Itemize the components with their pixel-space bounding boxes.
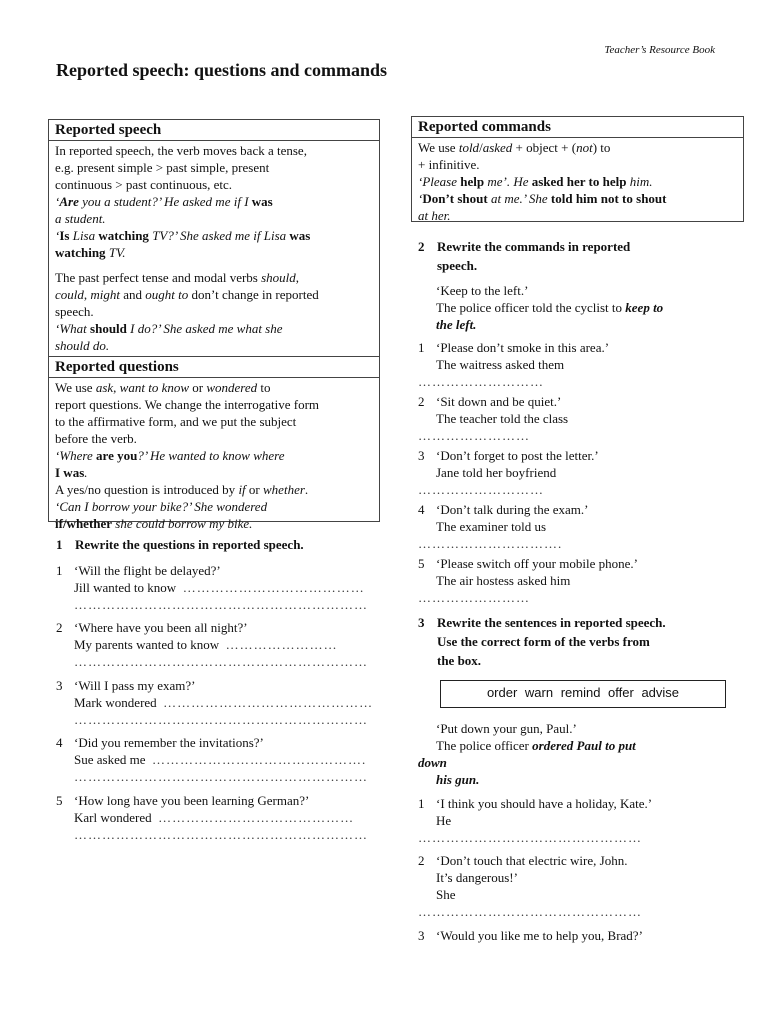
- text-run: Don’t shout: [422, 191, 488, 206]
- text-run: to: [257, 380, 271, 395]
- text-run: or: [245, 482, 264, 497]
- answer-dots: …………………………………: [182, 580, 365, 595]
- text-run: I was: [55, 465, 85, 480]
- item-lead: He: [436, 813, 452, 828]
- item-lead: The air hostess asked him: [436, 573, 571, 588]
- answer-dots[interactable]: …………………………………………: [418, 830, 642, 845]
- text-run: Are: [59, 194, 79, 209]
- exercise-number: 3: [418, 615, 425, 630]
- text-run: Is: [59, 228, 70, 243]
- text-run: We use: [55, 380, 96, 395]
- text-run: me’. He: [484, 174, 532, 189]
- answer-dots: ……………………………………: [158, 810, 355, 825]
- text-run: TV?’ She asked me if Lisa: [148, 228, 290, 243]
- example-line: [55, 337, 373, 354]
- item-quote: ‘Please switch off your mobile phone.’: [436, 556, 638, 571]
- exercise-2-heading: [418, 237, 738, 275]
- rule-line: [418, 139, 737, 156]
- text-run: wondered: [206, 380, 258, 395]
- text-run: at her.: [418, 208, 451, 223]
- text-run: told: [458, 140, 480, 155]
- text-run: ‘Can I borrow your bike?’ She wondered: [55, 499, 268, 514]
- example-line: [55, 244, 373, 261]
- exercise-2-item: [418, 447, 738, 498]
- exercise-1-item: [56, 562, 376, 613]
- exercise-1-item: [56, 619, 376, 670]
- item-number: 4: [418, 502, 425, 517]
- exercise-3-heading: [418, 613, 748, 670]
- reported-questions-heading: Reported questions: [49, 356, 379, 378]
- exercise-3-item: [418, 795, 738, 846]
- item-number: 1: [418, 340, 425, 355]
- exercise-instruction: Use the correct form of the verbs from: [437, 634, 650, 649]
- example-line: [55, 227, 373, 244]
- text-run: want to know: [119, 380, 190, 395]
- text-run: the left.: [436, 317, 477, 332]
- grammar-box-left: [48, 119, 380, 531]
- answer-dots[interactable]: ………………………………………………………: [74, 769, 368, 784]
- exercise-instruction: the box.: [437, 653, 482, 668]
- rule-line: [55, 481, 373, 498]
- text-run: I do?’ She asked me what she: [126, 321, 283, 336]
- answer-dots[interactable]: ……………………: [418, 590, 530, 605]
- item-number: 3: [418, 448, 425, 463]
- exercise-number: 2: [418, 239, 425, 254]
- example-line: [55, 210, 373, 227]
- item-lead: Mark wondered: [74, 695, 157, 710]
- answer-dots[interactable]: ………………………………………………………: [74, 827, 368, 842]
- answer-dots: ……………………………………….: [151, 752, 367, 767]
- item-lead: Karl wondered: [74, 810, 152, 825]
- text-run: Lisa: [69, 228, 99, 243]
- text-run: whether: [263, 482, 305, 497]
- answer-dots[interactable]: ……………………: [418, 428, 530, 443]
- answer-dots[interactable]: ………………………………………………………: [74, 654, 368, 669]
- verb-box: order warn remind offer advise: [440, 680, 726, 708]
- text-run: The police officer: [436, 738, 533, 753]
- text-run: told him not to shout: [550, 191, 667, 206]
- exercise-instruction: Rewrite the questions in reported speech.: [75, 537, 304, 552]
- rule-line: e.g. present simple > past simple, present: [55, 160, 270, 175]
- text-run: ,: [113, 380, 120, 395]
- item-lead: The examiner told us: [436, 519, 547, 534]
- exercise-2-item: [418, 501, 738, 552]
- item-lead: She: [436, 887, 456, 902]
- text-run: his gun.: [436, 772, 480, 787]
- item-quote: ‘Don’t forget to post the letter.’: [436, 448, 599, 463]
- item-quote: ‘Where have you been all night?’: [74, 620, 248, 635]
- rule-line: + infinitive.: [418, 157, 480, 172]
- text-run: not: [576, 140, 593, 155]
- item-number: 2: [418, 394, 425, 409]
- text-run: help: [460, 174, 485, 189]
- text-run: ask: [95, 380, 114, 395]
- answer-dots[interactable]: ………………………: [418, 482, 544, 497]
- text-run: at me.’ She: [487, 191, 551, 206]
- text-run: /: [479, 140, 483, 155]
- example-answer: [436, 737, 743, 754]
- item-quote: ‘Would you like me to help you, Brad?’: [436, 928, 643, 943]
- text-run: watching: [98, 228, 149, 243]
- item-lead: My parents wanted to know: [74, 637, 220, 652]
- rule-line: [55, 286, 373, 303]
- example-answer: [418, 754, 743, 771]
- text-run: + object + (: [512, 140, 577, 155]
- exercise-instruction: speech.: [437, 258, 478, 273]
- text-run: if: [238, 482, 246, 497]
- example-line: [55, 320, 373, 337]
- item-lead: Jane told her boyfriend: [436, 465, 557, 480]
- example-quote: ‘Put down your gun, Paul.’: [436, 721, 577, 736]
- answer-dots[interactable]: …………………………………………: [418, 904, 642, 919]
- text-run: ordered Paul to put: [532, 738, 636, 753]
- item-quote: ‘I think you should have a holiday, Kate.’: [436, 796, 653, 811]
- text-run: should: [90, 321, 127, 336]
- item-number: 4: [56, 735, 63, 750]
- text-run: ‘: [55, 228, 60, 243]
- text-run: him.: [626, 174, 653, 189]
- text-run: and: [120, 287, 146, 302]
- answer-dots: ………………………………………: [163, 695, 374, 710]
- example-line: [55, 464, 373, 481]
- exercise-1-item: [56, 792, 376, 843]
- text-run: ‘What: [55, 321, 91, 336]
- example-line: [55, 498, 373, 515]
- text-run: ,: [295, 270, 300, 285]
- item-quote: ‘Will I pass my exam?’: [74, 678, 196, 693]
- example-answer: [436, 771, 743, 788]
- answer-line[interactable]: [74, 579, 376, 596]
- text-run: The police officer told the cyclist to: [436, 300, 626, 315]
- reported-commands-heading: Reported commands: [412, 117, 743, 138]
- text-run: could: [55, 287, 84, 302]
- item-number: 2: [56, 620, 63, 635]
- text-run: you a student?’ He asked me if I: [78, 194, 252, 209]
- text-run: was: [251, 194, 273, 209]
- text-run: watching: [55, 245, 106, 260]
- example-line: [55, 447, 373, 464]
- text-run: We use: [418, 140, 459, 155]
- item-quote: ‘Don’t touch that electric wire, John.: [436, 853, 628, 868]
- text-run: she could borrow my bike.: [112, 516, 253, 531]
- rule-line: report questions. We change the interrogative form: [55, 397, 320, 412]
- text-run: a student.: [55, 211, 106, 226]
- example-line: [418, 190, 737, 207]
- example-line: [55, 515, 373, 532]
- reported-questions-body: [49, 378, 379, 534]
- text-run: keep to: [625, 300, 664, 315]
- rule-line: before the verb.: [55, 431, 137, 446]
- item-number: 5: [418, 556, 425, 571]
- item-number: 1: [56, 563, 63, 578]
- text-run: down: [418, 755, 447, 770]
- text-run: ‘Where: [55, 448, 97, 463]
- text-run: should do.: [55, 338, 110, 353]
- item-number: 1: [418, 796, 425, 811]
- text-run: .: [84, 465, 88, 480]
- answer-line[interactable]: [74, 694, 376, 711]
- item-number: 3: [56, 678, 63, 693]
- rule-line: to the affirmative form, and we put the subject: [55, 414, 297, 429]
- text-run: should: [261, 270, 296, 285]
- text-run: ,: [83, 287, 91, 302]
- item-quote: ‘Please don’t smoke in this area.’: [436, 340, 610, 355]
- text-run: A yes/no question is introduced by: [55, 482, 239, 497]
- rule-line: In reported speech, the verb moves back a tense,: [55, 143, 307, 158]
- item-quote: ‘Will the flight be delayed?’: [74, 563, 221, 578]
- item-lead: Sue asked me: [74, 752, 146, 767]
- example-answer: [436, 299, 743, 316]
- rule-line: continuous > past continuous, etc.: [55, 177, 233, 192]
- exercise-number: 1: [56, 537, 63, 552]
- item-lead: The teacher told the class: [436, 411, 569, 426]
- answer-dots[interactable]: ………………………………………………………: [74, 712, 368, 727]
- text-run: might: [90, 287, 121, 302]
- example-answer: [436, 316, 743, 333]
- text-run: ‘: [55, 194, 60, 209]
- answer-line[interactable]: [74, 636, 376, 653]
- exercise-2-example: [418, 282, 743, 333]
- text-run: ought to: [145, 287, 189, 302]
- text-run: ‘: [418, 191, 423, 206]
- text-run: The past perfect tense and modal verbs: [55, 270, 262, 285]
- text-run: are you: [96, 448, 138, 463]
- exercise-instruction: Rewrite the sentences in reported speech.: [437, 615, 666, 630]
- rule-line: [55, 379, 373, 396]
- text-run: asked her to help: [531, 174, 627, 189]
- item-number: 2: [418, 853, 425, 868]
- item-quote: ‘Did you remember the invitations?’: [74, 735, 264, 750]
- item-number: 3: [418, 928, 425, 943]
- text-run: don’t change in reported: [188, 287, 319, 302]
- answer-line[interactable]: [74, 809, 376, 826]
- item-quote: ‘Don’t talk during the exam.’: [436, 502, 589, 517]
- text-run: ) to: [592, 140, 611, 155]
- exercise-3-example: [418, 720, 743, 788]
- rule-line: [55, 269, 373, 286]
- example-line: [418, 173, 737, 190]
- answer-dots: ……………………: [225, 637, 338, 652]
- text-run: ‘Please: [418, 174, 461, 189]
- text-run: TV.: [105, 245, 126, 260]
- answer-dots[interactable]: ………………………….: [418, 536, 563, 551]
- reported-commands-box: [411, 116, 744, 222]
- example-line: [418, 207, 737, 224]
- answer-dots[interactable]: ………………………………………………………: [74, 597, 368, 612]
- exercise-1-heading: [56, 535, 386, 554]
- example-line: [55, 193, 373, 210]
- reported-commands-body: [412, 138, 743, 226]
- exercise-3-item: [418, 852, 738, 920]
- item-quote: ‘How long have you been learning German?’: [74, 793, 310, 808]
- item-quote: ‘Sit down and be quiet.’: [436, 394, 562, 409]
- text-run: if/whether: [55, 516, 113, 531]
- item-lead: The waitress asked them: [436, 357, 565, 372]
- text-run: .: [304, 482, 309, 497]
- exercise-1-item: [56, 734, 376, 785]
- page-title: Reported speech: questions and commands: [56, 60, 388, 80]
- item-lead: Jill wanted to know: [74, 580, 177, 595]
- exercise-2-item: [418, 339, 738, 390]
- exercise-3-item: [418, 927, 738, 944]
- rule-line: speech.: [55, 304, 94, 319]
- reported-speech-heading: Reported speech: [49, 120, 379, 141]
- text-run: ?’ He wanted to know where: [137, 448, 285, 463]
- exercise-1-item: [56, 677, 376, 728]
- text-run: was: [289, 228, 311, 243]
- answer-dots[interactable]: ………………………: [418, 374, 544, 389]
- item-number: 5: [56, 793, 63, 808]
- example-quote: ‘Keep to the left.’: [436, 283, 529, 298]
- text-run: or: [189, 380, 207, 395]
- reported-speech-body: [49, 141, 379, 356]
- exercise-2-item: [418, 555, 738, 606]
- exercise-2-item: [418, 393, 738, 444]
- answer-line[interactable]: [74, 751, 376, 768]
- item-quote: It’s dangerous!’: [436, 870, 518, 885]
- text-run: asked: [482, 140, 513, 155]
- exercise-instruction: Rewrite the commands in reported: [437, 239, 631, 254]
- header-note: Teacher’s Resource Book: [604, 44, 715, 56]
